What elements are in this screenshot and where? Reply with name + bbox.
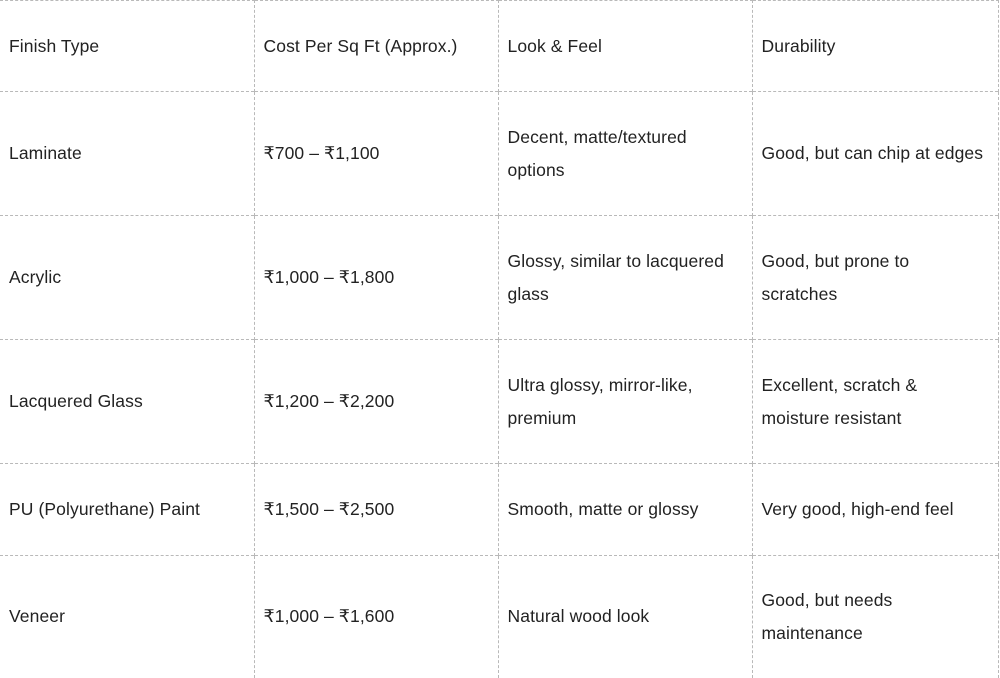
cell-cost: ₹1,000 – ₹1,800 (254, 216, 498, 340)
cell-cost: ₹1,000 – ₹1,600 (254, 556, 498, 678)
cell-cost: ₹1,200 – ₹2,200 (254, 340, 498, 464)
cell-durability: Very good, high-end feel (752, 464, 998, 556)
cell-finish-type: Veneer (0, 556, 254, 678)
cell-look-feel: Ultra glossy, mirror-like, premium (498, 340, 752, 464)
cell-durability: Good, but needs maintenance (752, 556, 998, 678)
cell-durability: Excellent, scratch & moisture resistant (752, 340, 998, 464)
cell-finish-type: Acrylic (0, 216, 254, 340)
table-row (0, 92, 998, 216)
cell-finish-type: PU (Polyurethane) Paint (0, 464, 254, 556)
table-row (0, 340, 998, 464)
cell-cost: ₹700 – ₹1,100 (254, 92, 498, 216)
cell-finish-type: Lacquered Glass (0, 340, 254, 464)
table-row (0, 464, 998, 556)
header-cell-look-feel: Look & Feel (498, 1, 752, 92)
cell-finish-type: Laminate (0, 92, 254, 216)
table-header-row (0, 1, 998, 92)
cell-cost: ₹1,500 – ₹2,500 (254, 464, 498, 556)
table-row (0, 216, 998, 340)
cell-look-feel: Natural wood look (498, 556, 752, 678)
cell-look-feel: Glossy, similar to lacquered glass (498, 216, 752, 340)
header-cell-cost: Cost Per Sq Ft (Approx.) (254, 1, 498, 92)
cell-look-feel: Smooth, matte or glossy (498, 464, 752, 556)
header-cell-finish-type: Finish Type (0, 1, 254, 92)
cell-durability: Good, but prone to scratches (752, 216, 998, 340)
cell-look-feel: Decent, matte/textured options (498, 92, 752, 216)
table-row (0, 556, 998, 678)
cell-durability: Good, but can chip at edges (752, 92, 998, 216)
header-cell-durability: Durability (752, 1, 998, 92)
